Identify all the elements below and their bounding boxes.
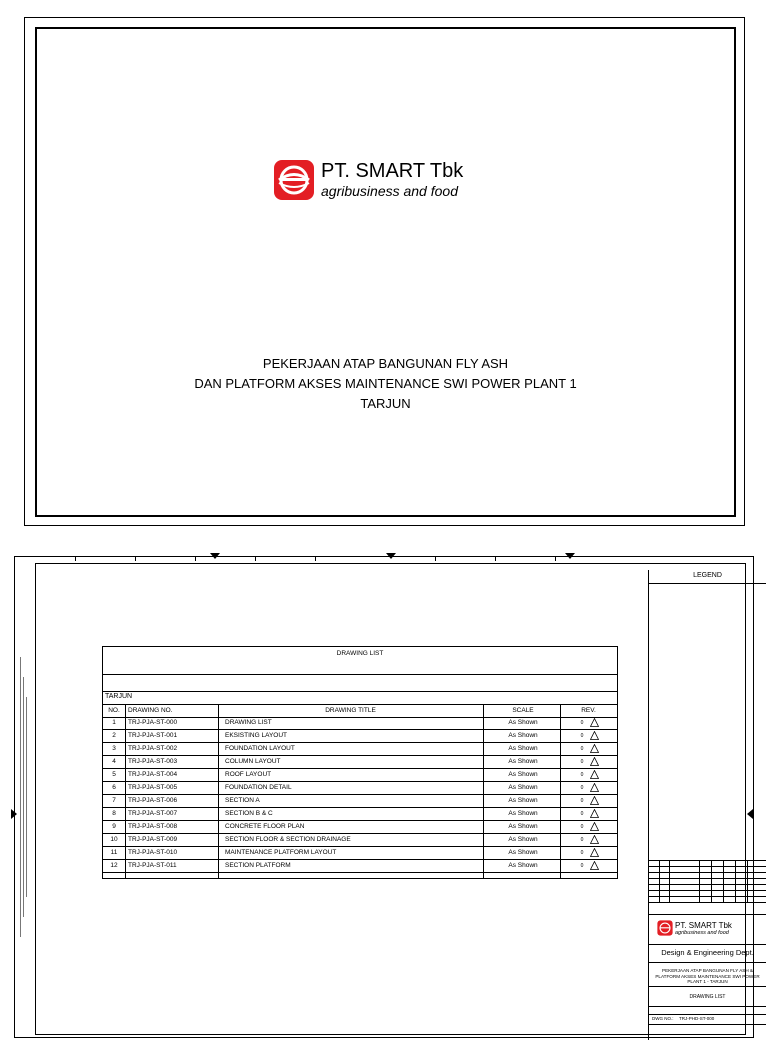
revision-grid-line [747,860,748,902]
title-block-divider [649,1014,766,1015]
smart-logo-icon [273,159,315,201]
title-block-company: PT. SMART Tbk [675,921,732,930]
drawing-list-title: DRAWING LIST [103,647,617,675]
row-drawing-title: EKSISTING LAYOUT [225,732,288,739]
revision-number: 0 [580,759,584,765]
title-block-project-line: PLANT 1 - TARJUN [687,979,728,984]
row-scale: As Shown [508,719,538,726]
title-block-project-line: PLATFORM AKSES MAINTENANCE SWI POWER [655,973,760,979]
revision-triangle-icon [590,796,599,805]
center-mark-icon [386,553,396,559]
row-no: 3 [112,745,116,752]
revision-number: 0 [580,863,584,869]
revision-triangle-icon [590,744,599,753]
row-scale: As Shown [508,732,538,739]
row-drawing-title: DRAWING LIST [225,719,272,726]
row-scale: As Shown [508,784,538,791]
center-mark-icon [565,553,575,559]
border-tick [315,557,316,561]
row-no: 10 [110,836,118,843]
revision-number: 0 [580,785,584,791]
row-no: 5 [112,771,116,778]
cover-inner-border [35,27,736,517]
revision-number: 0 [580,837,584,843]
revision-triangle-icon [590,770,599,779]
row-drawing-title: MAINTENANCE PLATFORM LAYOUT [225,849,337,856]
revision-triangle-icon [590,822,599,831]
title-block-project-line: PEKERJAAN ATAP BANGUNAN FLY ASH & [662,968,753,973]
revision-grid-line [649,884,766,885]
row-scale: As Shown [508,758,538,765]
revision-grid [649,860,766,910]
row-no: 2 [112,732,116,739]
title-block-logo [657,920,762,942]
title-block-divider [649,1006,766,1007]
revision-grid-line [699,860,700,902]
row-scale: As Shown [508,849,538,856]
revision-grid-line [649,890,766,891]
row-drawing-title: CONCRETE FLOOR PLAN [225,823,305,830]
header-drawing-title: DRAWING TITLE [325,707,376,714]
revision-grid-line [723,860,724,902]
revision-number: 0 [580,772,584,778]
revision-grid-line [649,878,766,879]
revision-grid-line [735,860,736,902]
title-block-divider [649,962,766,963]
row-drawing-title: SECTION B & C [225,810,273,817]
company-tagline: agribusiness and food [321,183,458,199]
side-note-line [20,657,21,937]
row-scale: As Shown [508,810,538,817]
revision-number: 0 [580,720,584,726]
revision-grid-line [649,860,766,861]
title-block-divider [649,944,766,945]
row-drawing-title: SECTION PLATFORM [225,862,291,869]
revision-grid-line [669,860,670,902]
row-scale: As Shown [508,797,538,804]
row-divider [103,872,617,873]
border-tick [195,557,196,561]
title-block-dept: Design & Engineering Dept. [661,948,754,957]
drawing-list-table [102,646,618,879]
drawing-list-blank-row [103,675,617,692]
title-block-dwg-no-label: DWG NO.: [652,1016,674,1021]
revision-triangle-icon [590,848,599,857]
title-block-tagline: agribusiness and food [675,930,729,936]
border-tick [495,557,496,561]
header-scale: SCALE [512,707,534,714]
row-drawing-title: FOUNDATION DETAIL [225,784,292,791]
title-block-divider [649,986,766,987]
center-mark-icon [11,809,17,819]
revision-grid-line [649,872,766,873]
cover-sheet [24,17,745,526]
revision-number: 0 [580,733,584,739]
drawing-list-group: TARJUN [105,693,133,700]
row-drawing-title: FOUNDATION LAYOUT [225,745,295,752]
revision-grid-line [649,866,766,867]
revision-grid-line [659,860,660,902]
row-drawing-no: TRJ-PJA-ST-011 [128,862,177,869]
side-note-line [26,697,27,897]
border-tick [255,557,256,561]
row-drawing-title: ROOF LAYOUT [225,771,272,778]
row-drawing-title: SECTION FLOOR & SECTION DRAINAGE [225,836,351,843]
border-tick [435,557,436,561]
title-block-project [649,968,766,985]
border-tick [75,557,76,561]
company-name: PT. SMART Tbk [321,160,464,182]
row-no: 7 [112,797,116,804]
side-note-line [23,677,24,917]
title-block-divider [649,914,766,915]
revision-triangle-icon [590,861,599,870]
revision-number: 0 [580,824,584,830]
revision-number: 0 [580,811,584,817]
row-drawing-no: TRJ-PJA-ST-007 [128,810,178,817]
cover-logo [273,159,533,209]
sheet-inner-border [35,563,760,1035]
row-no: 1 [112,719,116,726]
row-no: 8 [112,810,116,817]
revision-grid-line [649,902,766,903]
row-drawing-title: SECTION A [225,797,260,804]
project-title-line: DAN PLATFORM AKSES MAINTENANCE SWI POWER PLANT 1 [194,376,577,391]
row-scale: As Shown [508,823,538,830]
row-drawing-no: TRJ-PJA-ST-006 [128,797,178,804]
drawing-list-sheet [14,556,760,1038]
legend-label: LEGEND [693,572,722,579]
row-scale: As Shown [508,771,538,778]
drawing-list-header [103,704,617,718]
row-scale: As Shown [508,862,538,869]
legend-divider [649,583,766,584]
border-tick [135,557,136,561]
border-tick [555,557,556,561]
row-drawing-no: TRJ-PJA-ST-004 [128,771,178,778]
row-drawing-no: TRJ-PJA-ST-001 [128,732,178,739]
side-notes [18,657,30,937]
header-no: NO. [108,707,120,714]
row-drawing-no: TRJ-PJA-ST-003 [128,758,178,765]
row-no: 12 [110,862,118,869]
revision-triangle-icon [590,783,599,792]
revision-triangle-icon [590,835,599,844]
row-no: 6 [112,784,116,791]
center-mark-icon [210,553,220,559]
row-drawing-no: TRJ-PJA-ST-008 [128,823,178,830]
project-title [37,354,734,414]
revision-triangle-icon [590,757,599,766]
revision-number: 0 [580,850,584,856]
project-title-line: TARJUN [360,396,411,411]
header-drawing-no: DRAWING NO. [128,707,173,714]
row-scale: As Shown [508,836,538,843]
revision-grid-line [711,860,712,902]
revision-number: 0 [580,798,584,804]
smart-logo-icon [657,920,673,936]
row-drawing-no: TRJ-PJA-ST-002 [128,745,178,752]
row-drawing-no: TRJ-PJA-ST-010 [128,849,178,856]
row-drawing-no: TRJ-PJA-ST-005 [128,784,178,791]
row-drawing-no: TRJ-PJA-ST-009 [128,836,178,843]
revision-grid-line [649,896,766,897]
revision-triangle-icon [590,718,599,727]
revision-number: 0 [580,746,584,752]
row-no: 4 [112,758,116,765]
title-block [648,570,766,1040]
row-scale: As Shown [508,745,538,752]
row-no: 11 [110,849,118,856]
revision-triangle-icon [590,809,599,818]
row-no: 9 [112,823,116,830]
revision-triangle-icon [590,731,599,740]
header-rev: REV. [581,707,596,714]
row-drawing-title: COLUMN LAYOUT [225,758,281,765]
row-drawing-no: TRJ-PJA-ST-000 [128,719,178,726]
title-block-sheet-title: DRAWING LIST [689,994,726,1000]
title-block-dwg-no: TRJ-PHD-ST-000 [679,1016,715,1021]
title-block-divider [649,1024,766,1025]
project-title-line: PEKERJAAN ATAP BANGUNAN FLY ASH [262,356,509,371]
